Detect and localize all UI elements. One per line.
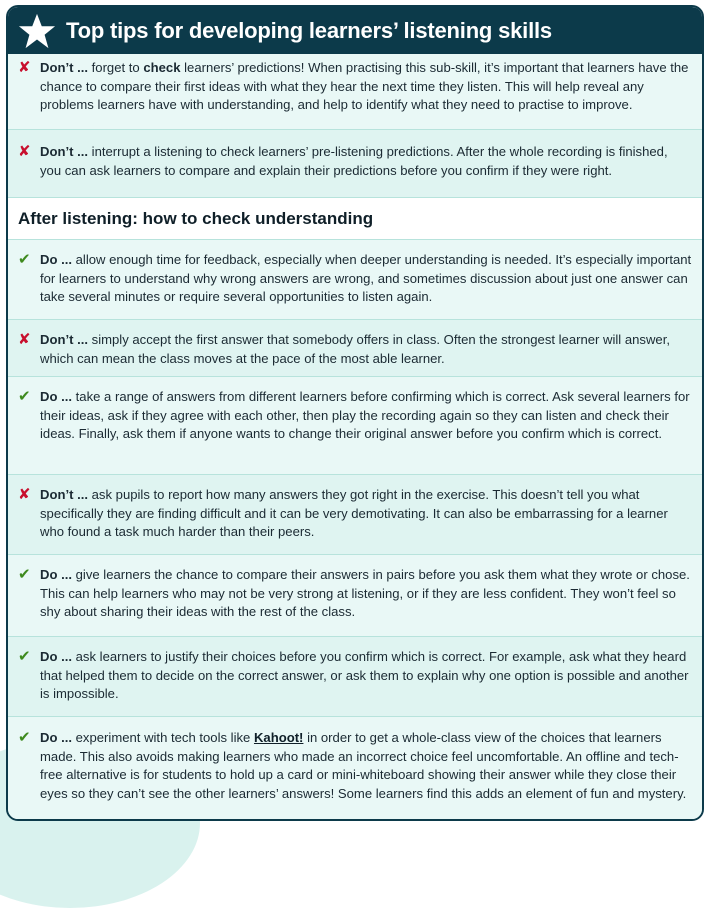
tip-lead: Do ... <box>40 730 73 745</box>
tip-text: in order to get a whole-class view of the choices that learners made. This also avoids making learners who made an incorrect choice feel uncomfortable. An offline and tech-free alternative is for students to hold up a card or mini-whiteboard showing their answer while they close their eyes so they can’t see the other learners’ answers! Some learners find this adds an element of fun and mystery. <box>40 730 687 801</box>
tips-card <box>6 5 704 821</box>
cross-mark-icon: ✘ <box>18 143 31 160</box>
tip-lead: Do ... <box>40 567 73 582</box>
cross-mark-icon: ✘ <box>18 486 31 503</box>
kahoot-link[interactable]: Kahoot! <box>253 730 304 745</box>
tip-item <box>8 320 702 377</box>
tip-lead: Don’t ... <box>40 144 89 159</box>
tip-text: ask pupils to report how many answers they got right in the exercise. This doesn’t tell you what specifically they are finding difficult and it can be very demotivating. It can also be embarrassing for a learner who found a task much harder than their peers. <box>40 487 668 539</box>
check-mark-icon: ✔ <box>18 729 31 746</box>
tip-item <box>8 130 702 198</box>
tip-text: take a range of answers from different learners before confirming which is correct. Ask several learners for their ideas, ask if they agree with each other, then play the recording again so they can listen and check their ideas. Finally, ask them if anyone wants to change their original answer before you confirm which is correct. <box>40 389 690 441</box>
tip-text: allow enough time for feedback, especially when deeper understanding is needed. It’s especially important for learners to understand why wrong answers are wrong, and sometimes discussion about just one answer can take several minutes or require several opportunities to listen again. <box>40 252 692 304</box>
tip-text: interrupt a listening to check learners’ pre-listening predictions. After the whole recording is finished, you can ask learners to compare and explain their predictions before you confirm if they were right. <box>40 144 668 178</box>
star-icon <box>18 12 56 50</box>
tip-item <box>8 475 702 555</box>
tip-item <box>8 54 702 130</box>
check-mark-icon: ✔ <box>18 648 31 665</box>
cross-mark-icon: ✘ <box>18 331 31 348</box>
tip-emphasis: check <box>143 60 181 75</box>
section-heading: After listening: how to check understanding <box>8 198 702 240</box>
tip-text: ask learners to justify their choices before you confirm which is correct. For example, ask what they heard that helped them to decide on the correct answer, or ask them to explain why one option is possible and another is impossible. <box>40 649 689 701</box>
tip-item <box>8 717 702 821</box>
tip-text: give learners the chance to compare their answers in pairs before you ask them what they wrote or chose. This can help learners who may not be very strong at listening, or if they are less confident. They won’t feel so shy about sharing their ideas with the rest of the class. <box>40 567 690 619</box>
tip-item <box>8 240 702 320</box>
card-header <box>8 7 702 54</box>
tip-item <box>8 555 702 637</box>
check-mark-icon: ✔ <box>18 566 31 583</box>
tip-text: experiment with tech tools like <box>72 730 254 745</box>
tip-lead: Don’t ... <box>40 487 89 502</box>
tip-lead: Don’t ... <box>40 60 89 75</box>
tip-lead: Don’t ... <box>40 332 89 347</box>
page-title: Top tips for developing learners’ listening skills <box>66 17 552 43</box>
tip-lead: Do ... <box>40 389 73 404</box>
tip-text: forget to <box>88 60 144 75</box>
tip-item <box>8 377 702 475</box>
check-mark-icon: ✔ <box>18 251 31 268</box>
tip-lead: Do ... <box>40 649 73 664</box>
tip-text: simply accept the first answer that somebody offers in class. Often the strongest learner will answer, which can mean the class moves at the pace of the most able learner. <box>40 332 670 366</box>
tip-text: learners’ predictions! When practising this sub-skill, it’s important that learners have the chance to compare their first ideas with what they hear the next time they listen. This will help reveal any problems learners have with understanding, and help to identify what they need to practise to improve. <box>40 60 689 112</box>
cross-mark-icon: ✘ <box>18 59 31 76</box>
check-mark-icon: ✔ <box>18 388 31 405</box>
tip-lead: Do ... <box>40 252 73 267</box>
tip-item <box>8 637 702 717</box>
